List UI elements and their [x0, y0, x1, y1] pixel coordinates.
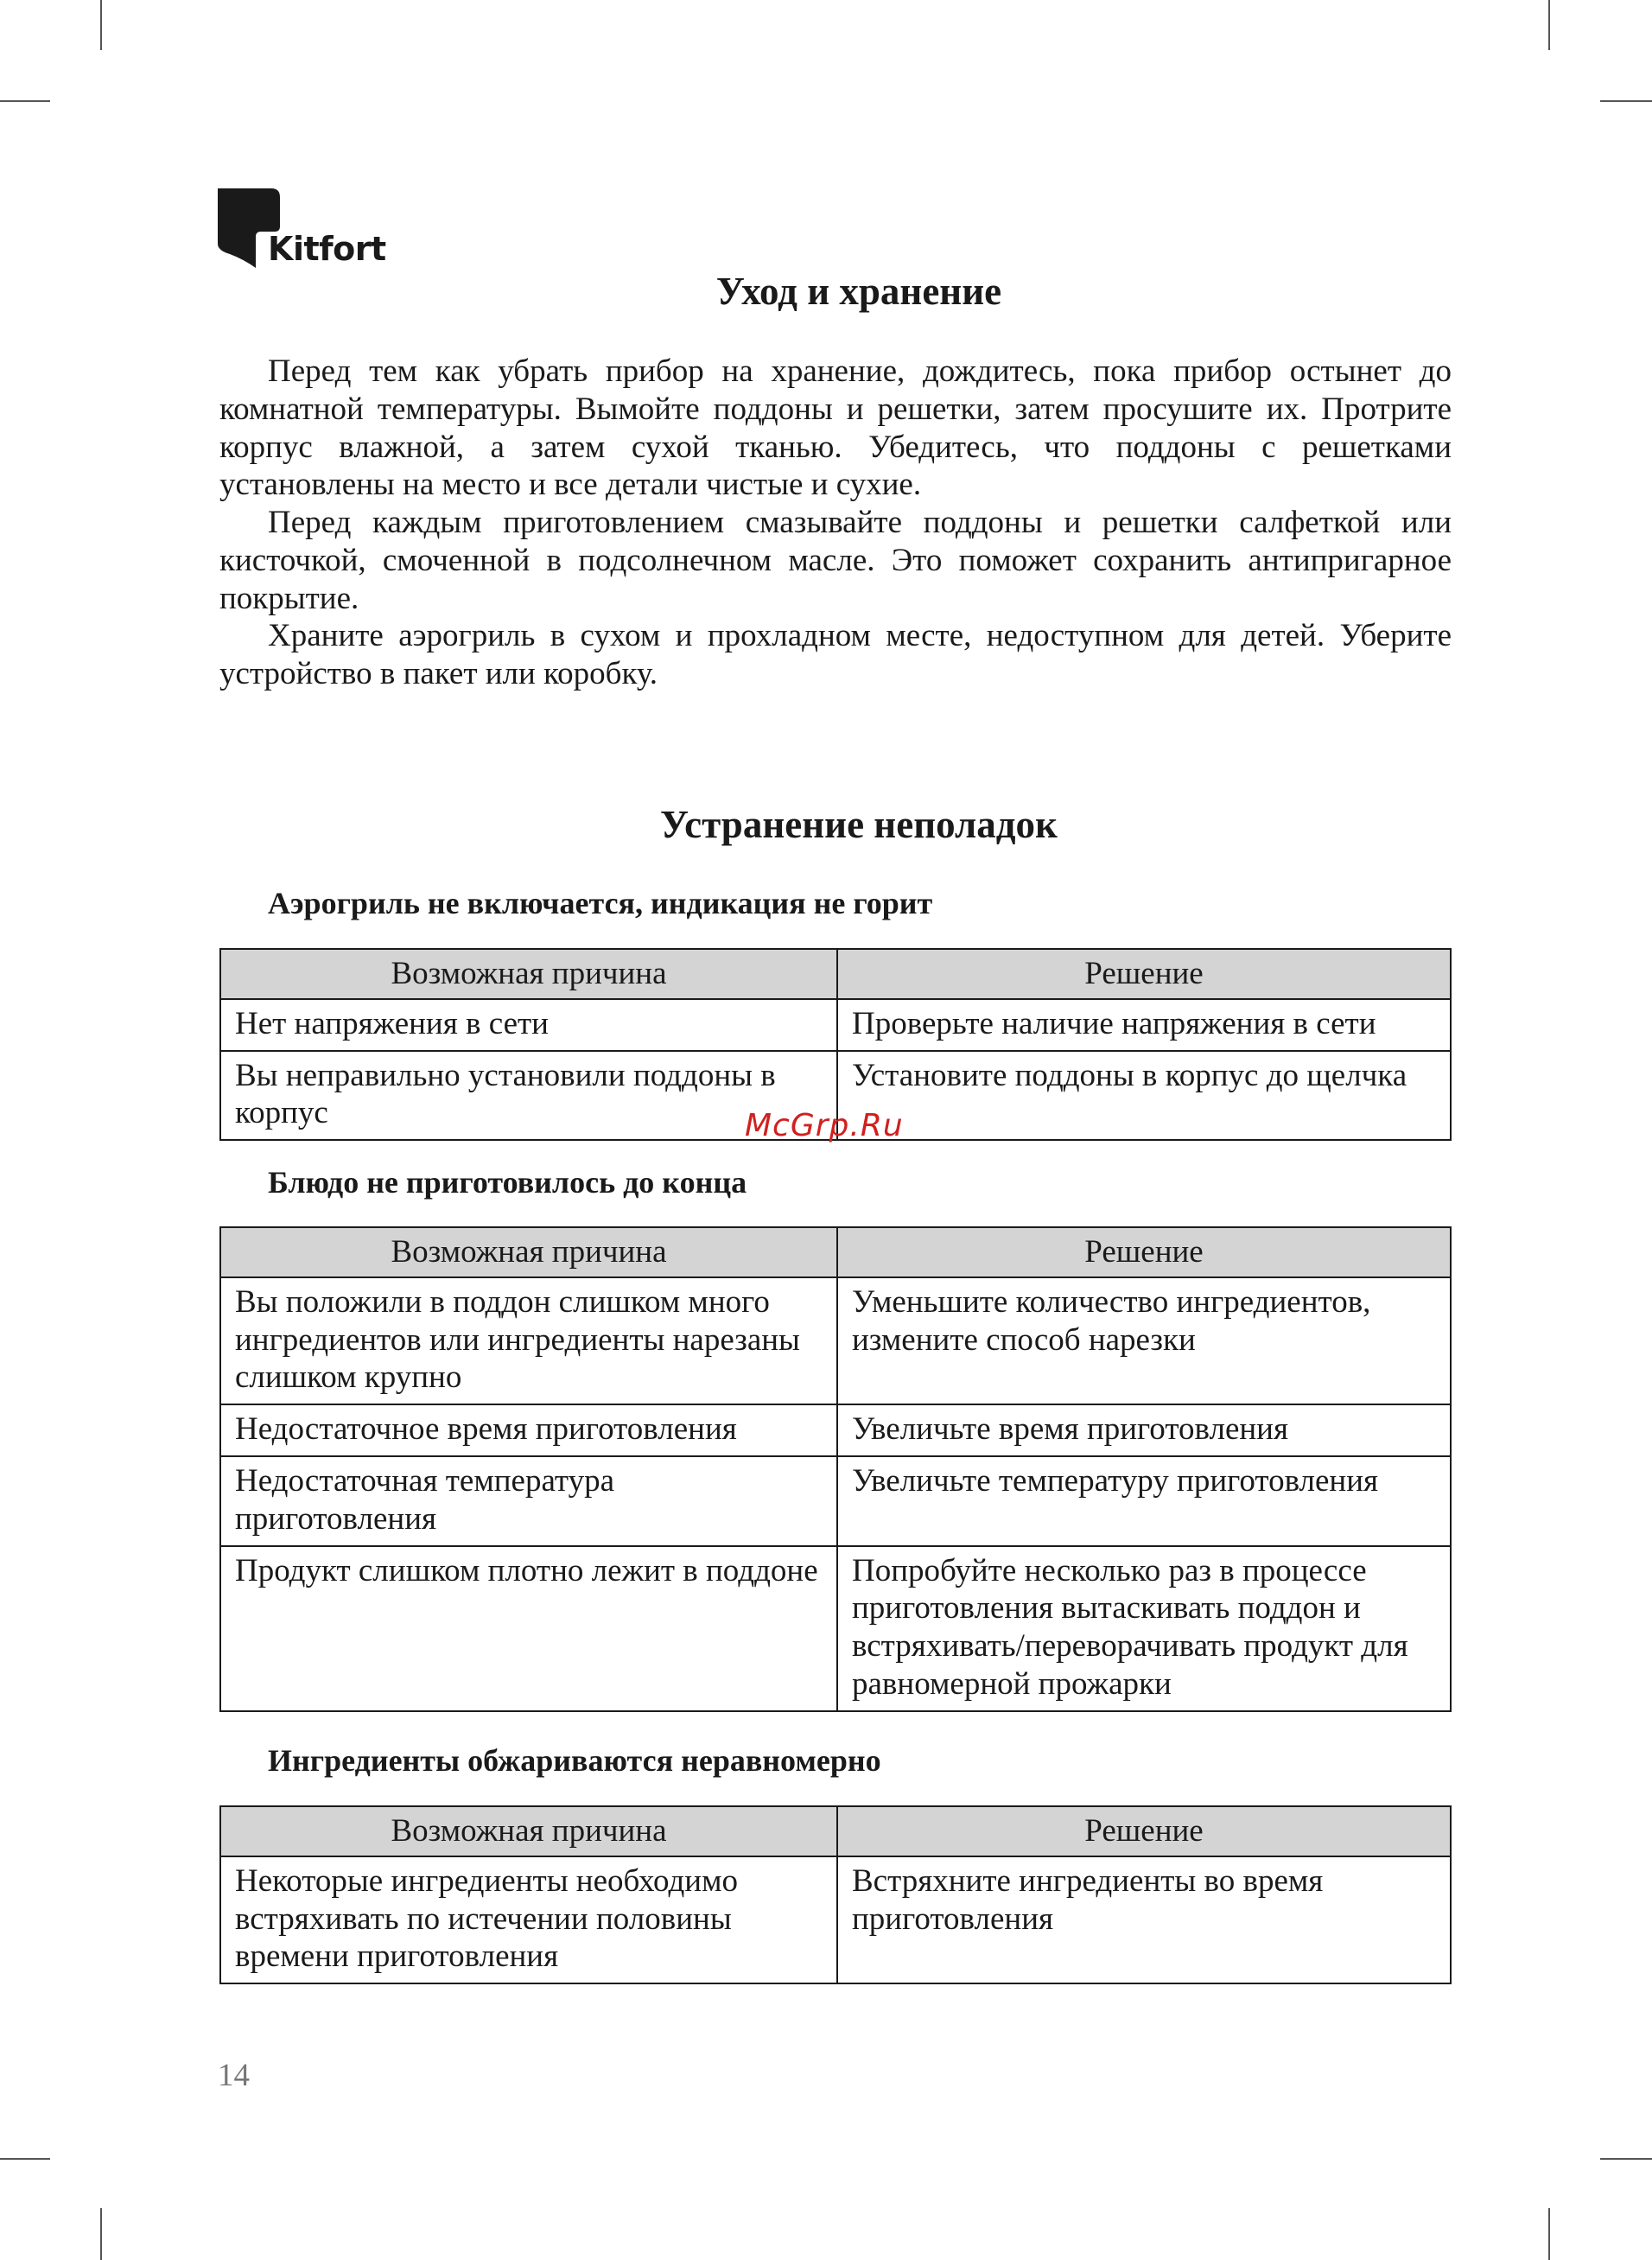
table-row	[220, 1546, 1451, 1711]
care-paragraph: Перед каждым приготовлением смазывайте поддоны и решетки салфеткой или кисточкой, смоченной в подсолнечном масле. Это поможет сохранить антипригарное покрытие.	[219, 505, 1452, 616]
table-row	[220, 1277, 1451, 1404]
watermark: McGrp.Ru	[745, 1108, 904, 1143]
troubleshooting-table	[219, 1226, 1452, 1712]
column-header-solution: Решение	[837, 1806, 1451, 1856]
care-paragraph: Храните аэрогриль в сухом и прохладном месте, недоступном для детей. Уберите устройство в пакет или коробку.	[219, 618, 1452, 691]
column-header-cause: Возможная причина	[220, 1806, 837, 1856]
crop-mark	[0, 2158, 50, 2160]
crop-mark	[100, 0, 102, 50]
table-row	[220, 999, 1451, 1051]
cause-cell: Недостаточное время приготовления	[220, 1404, 837, 1456]
cause-cell: Нет напряжения в сети	[220, 999, 837, 1051]
section-heading: Блюдо не приготовилось до конца	[268, 1165, 747, 1200]
table-header-row	[220, 1806, 1451, 1856]
solution-cell: Уменьшите количество ингредиентов, измените способ нарезки	[837, 1277, 1451, 1404]
table-row	[220, 1456, 1451, 1546]
solution-cell: Установите поддоны в корпус до щелчка	[837, 1051, 1451, 1141]
page-number: 14	[218, 2058, 250, 2093]
table-row	[220, 1404, 1451, 1456]
solution-cell: Попробуйте несколько раз в процессе приготовления вытаскивать поддон и встряхивать/переворачивать продукт для равномерной прожарки	[837, 1546, 1451, 1711]
table-row	[220, 1856, 1451, 1983]
section-heading: Аэрогриль не включается, индикация не горит	[268, 886, 933, 920]
column-header-solution: Решение	[837, 1227, 1451, 1277]
care-paragraph: Перед тем как убрать прибор на хранение, дождитесь, пока прибор остынет до комнатной температуры. Вымойте поддоны и решетки, затем просушите их. Протрите корпус влажной, а затем сухой тканью. Убедитесь, что поддоны с решетками установлены на место и все детали чистые и сухие.	[219, 353, 1452, 503]
care-title: Уход и хранение	[715, 270, 1002, 313]
crop-mark	[1600, 100, 1652, 102]
troubleshooting-title: Устранение неполадок	[660, 803, 1058, 846]
crop-mark	[1548, 2208, 1550, 2260]
crop-mark	[0, 100, 50, 102]
column-header-solution: Решение	[837, 949, 1451, 999]
table-header-row	[220, 949, 1451, 999]
solution-cell: Проверьте наличие напряжения в сети	[837, 999, 1451, 1051]
cause-cell: Продукт слишком плотно лежит в поддоне	[220, 1546, 837, 1711]
cause-cell: Вы положили в поддон слишком много ингредиентов или ингредиенты нарезаны слишком крупно	[220, 1277, 837, 1404]
table-header-row	[220, 1227, 1451, 1277]
crop-mark	[1600, 2158, 1652, 2160]
solution-cell: Встряхните ингредиенты во время приготовления	[837, 1856, 1451, 1983]
solution-cell: Увеличьте время приготовления	[837, 1404, 1451, 1456]
troubleshooting-table	[219, 1805, 1452, 1984]
section-heading: Ингредиенты обжариваются неравномерно	[268, 1743, 881, 1778]
crop-mark	[1548, 0, 1550, 50]
crop-mark	[100, 2208, 102, 2260]
cause-cell: Вы неправильно установили поддоны в корпус	[220, 1051, 837, 1141]
cause-cell: Некоторые ингредиенты необходимо встряхивать по истечении половины времени приготовления	[220, 1856, 837, 1983]
cause-cell: Недостаточная температура приготовления	[220, 1456, 837, 1546]
column-header-cause: Возможная причина	[220, 949, 837, 999]
brand-logo-text: Kitfort	[268, 230, 386, 268]
solution-cell: Увеличьте температуру приготовления	[837, 1456, 1451, 1546]
column-header-cause: Возможная причина	[220, 1227, 837, 1277]
